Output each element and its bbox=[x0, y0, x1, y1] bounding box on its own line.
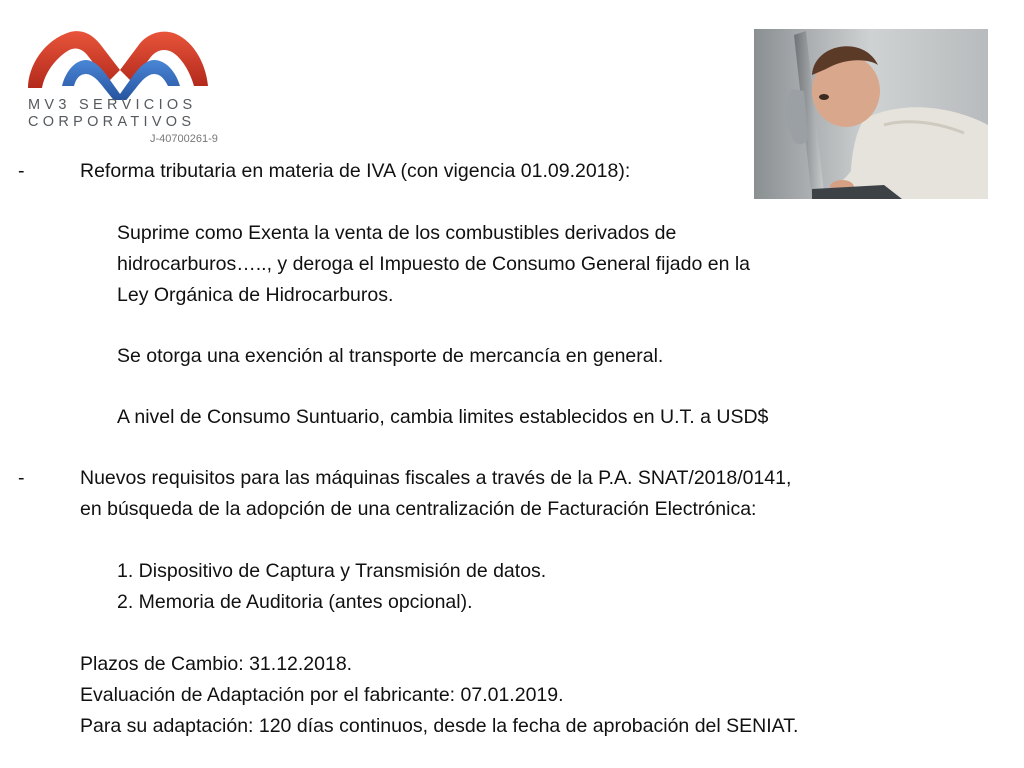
logo-text-line1: MV3 SERVICIOS bbox=[28, 97, 197, 113]
mv3-logo-mark-icon bbox=[22, 26, 218, 100]
section1-paragraph1-line3: Ley Orgánica de Hidrocarburos. bbox=[117, 284, 394, 306]
section2-adaptacion: Para su adaptación: 120 días continuos, desde la fecha de aprobación del SENIAT. bbox=[80, 715, 799, 737]
logo-text-line2: CORPORATIVOS bbox=[28, 114, 196, 130]
section2-list-item1: 1. Dispositivo de Captura y Transmisión de datos. bbox=[117, 560, 547, 582]
section1-paragraph2: Se otorga una exención al transporte de mercancía en general. bbox=[117, 345, 664, 367]
logo-rif: J-40700261-9 bbox=[150, 133, 218, 145]
bullet-dash: - bbox=[18, 160, 25, 182]
section1-paragraph1-line1: Suprime como Exenta la venta de los combustibles derivados de bbox=[117, 222, 677, 244]
man-face-through-laptop-screen-photo bbox=[754, 29, 988, 199]
section1-paragraph1-line2: hidrocarburos….., y deroga el Impuesto de Consumo General fijado en la bbox=[117, 253, 751, 275]
company-logo bbox=[22, 26, 218, 150]
section1-paragraph3: A nivel de Consumo Suntuario, cambia limites establecidos en U.T. a USD$ bbox=[117, 406, 769, 428]
section2-heading-line1: Nuevos requisitos para las máquinas fiscales a través de la P.A. SNAT/2018/0141, bbox=[80, 467, 792, 489]
section2-list-item2: 2. Memoria de Auditoria (antes opcional). bbox=[117, 591, 473, 613]
section2-evaluacion: Evaluación de Adaptación por el fabricante: 07.01.2019. bbox=[80, 684, 564, 706]
section2-heading-line2: en búsqueda de la adopción de una centralización de Facturación Electrónica: bbox=[80, 498, 757, 520]
bullet-dash: - bbox=[18, 467, 25, 489]
section1-heading: Reforma tributaria en materia de IVA (con vigencia 01.09.2018): bbox=[80, 160, 631, 182]
section2-plazos: Plazos de Cambio: 31.12.2018. bbox=[80, 653, 353, 675]
